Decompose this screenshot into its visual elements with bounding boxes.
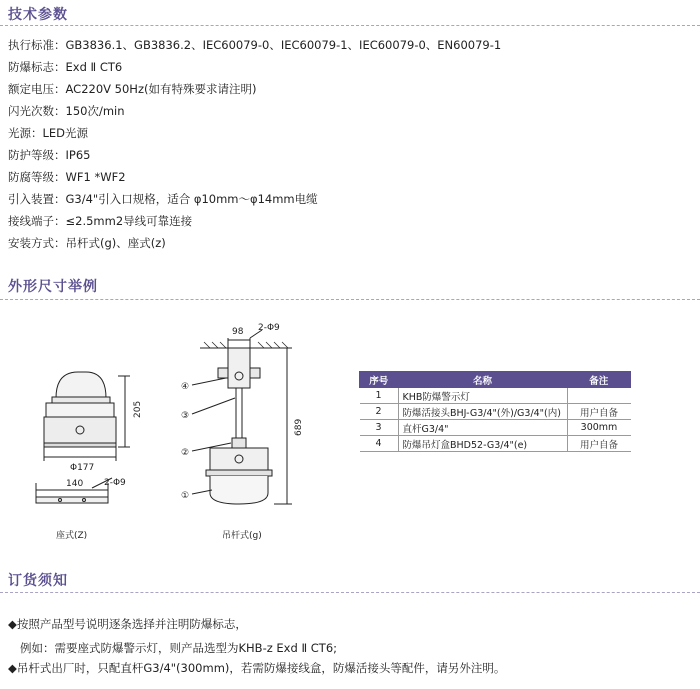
- row-no: 2: [360, 404, 399, 420]
- spec-value: Exd Ⅱ CT6: [65, 60, 123, 74]
- row-no: 3: [360, 420, 399, 436]
- spec-value: 吊杆式(g)、座式(z): [65, 236, 166, 250]
- header-name: 名称: [398, 372, 567, 388]
- callout-1: ①: [181, 491, 190, 501]
- table-row: [360, 404, 631, 420]
- table-row: [360, 388, 631, 404]
- row-note: 用户自备: [567, 436, 631, 452]
- spec-row: [8, 59, 122, 75]
- spec-label: 防爆标志：: [8, 60, 66, 74]
- dim-seat-width: Φ177: [70, 463, 95, 473]
- dim-top-holes: 2-Φ9: [258, 323, 280, 333]
- spec-label: 引入装置：: [8, 192, 66, 206]
- spec-label: 防腐等级：: [8, 170, 66, 184]
- parts-table-header: [360, 372, 631, 388]
- section-divider: [0, 299, 700, 300]
- spec-row: [8, 37, 501, 53]
- spec-value: WF1 *WF2: [65, 170, 126, 184]
- spec-row: [8, 213, 192, 229]
- section-divider: [0, 25, 700, 26]
- spec-value: GB3836.1、GB3836.2、IEC60079-0、IEC60079-1、IEC60079-0、EN60079-1: [65, 38, 502, 52]
- spec-value: 150次/min: [65, 104, 125, 118]
- spec-value: LED光源: [42, 126, 89, 140]
- row-name: 直杆G3/4": [398, 420, 567, 436]
- spec-value: AC220V 50Hz(如有特殊要求请注明): [65, 82, 257, 96]
- row-note: 用户自备: [567, 404, 631, 420]
- section-title-tech: 技术参数: [8, 7, 68, 23]
- spec-label: 闪光次数：: [8, 104, 66, 118]
- order-note: ◆按照产品型号说明逐条选择并注明防爆标志，: [8, 617, 247, 631]
- parts-table: [359, 371, 631, 452]
- spec-value: G3/4"引入口规格，适合 φ10mm～φ14mm电缆: [65, 192, 318, 206]
- spec-label: 防护等级：: [8, 148, 66, 162]
- section-title-order: 订货须知: [8, 573, 68, 589]
- callout-4: ④: [181, 382, 190, 392]
- row-name: KHB防爆警示灯: [398, 388, 567, 404]
- spec-label: 安装方式：: [8, 236, 66, 250]
- spec-label: 接线端子：: [8, 214, 66, 228]
- row-no: 4: [360, 436, 399, 452]
- order-note: ◆吊杆式出厂时，只配直杆G3/4"(300mm)，若需防爆接线盒，防爆活接头等配件，请另外注明。: [8, 661, 506, 675]
- dim-seat-height: 205: [133, 400, 143, 418]
- row-name: 防爆吊灯盒BHD52-G3/4"(e): [398, 436, 567, 452]
- spec-row: [8, 235, 166, 251]
- callout-2: ②: [181, 448, 190, 458]
- dim-total-height: 689: [294, 418, 304, 436]
- pendant-caption: 吊杆式(g): [222, 531, 262, 541]
- spec-row: [8, 191, 318, 207]
- spec-row: [8, 169, 126, 185]
- table-row: [360, 420, 631, 436]
- spec-value: ≤2.5mm2导线可靠连接: [65, 214, 193, 228]
- spec-label: 执行标准：: [8, 38, 66, 52]
- order-note: 例如：需要座式防爆警示灯，则产品选型为KHB-z Exd Ⅱ CT6;: [20, 641, 338, 655]
- spec-row: [8, 125, 88, 141]
- spec-row: [8, 103, 125, 119]
- dim-top-width: 98: [232, 327, 244, 337]
- header-no: 序号: [360, 372, 399, 388]
- seat-caption: 座式(Z): [56, 531, 88, 541]
- dim-base-width: 140: [66, 479, 84, 489]
- callout-3: ③: [181, 411, 190, 421]
- spec-label: 光源：: [8, 126, 43, 140]
- row-note: [567, 388, 631, 404]
- section-divider: [0, 592, 700, 593]
- section-title-dims: 外形尺寸举例: [8, 279, 98, 295]
- dim-base-holes: 2-Φ9: [104, 478, 126, 488]
- spec-row: [8, 81, 256, 97]
- header-note: 备注: [567, 372, 631, 388]
- row-name: 防爆活接头BHJ-G3/4"(外)/G3/4"(内): [398, 404, 567, 420]
- spec-label: 额定电压：: [8, 82, 66, 96]
- row-note: 300mm: [567, 420, 631, 436]
- table-row: [360, 436, 631, 452]
- spec-row: [8, 147, 90, 163]
- spec-value: IP65: [65, 148, 91, 162]
- pendant-lamp-drawing: [192, 330, 292, 504]
- row-no: 1: [360, 388, 399, 404]
